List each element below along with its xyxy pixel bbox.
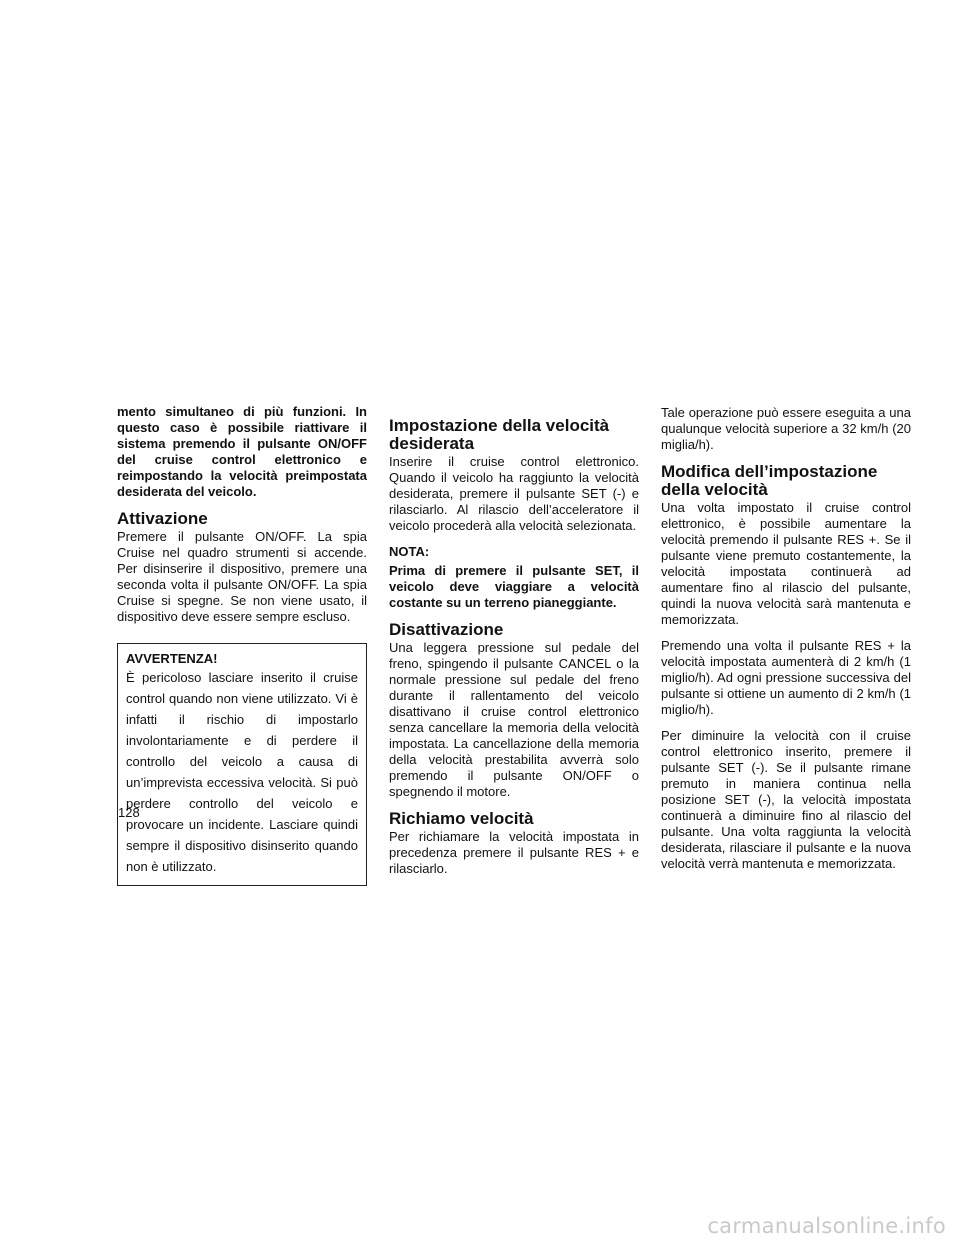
paragraph-modifica-1: Una volta impostato il cruise control elettronico, è possibile aumentare la velocità premendo il pulsante RES +. Se il pulsante viene premuto costantemente, la velocità impostata continuerà ad aumentare fino al rilascio del pulsante, quindi la nuova velocità sarà mantenuta e memorizzata. xyxy=(661,500,911,627)
heading-impostazione: Impostazione della velocità desiderata xyxy=(389,416,610,453)
paragraph-attivazione: Premere il pulsante ON/OFF. La spia Cruise nel quadro strumenti si accende. Per disinserire il dispositivo, premere una seconda volta il pulsante ON/OFF. La spia Cruise si spegne. Se non viene usato, il dispositivo deve essere sempre escluso. xyxy=(117,529,367,624)
column-middle xyxy=(389,417,639,887)
warning-title: AVVERTENZA! xyxy=(126,651,218,666)
note-label: NOTA: xyxy=(389,544,430,559)
intro-paragraph: mento simultaneo di più funzioni. In questo caso è possibile riattivare il sistema premendo il pulsante ON/OFF del cruise control elettronico e reimpostando la velocità preimpostata desiderata del veicolo. xyxy=(117,404,367,499)
paragraph-modifica-2: Premendo una volta il pulsante RES + la velocità impostata aumenterà di 2 km/h (1 miglio/h). Ad ogni pressione successiva del pulsante si ottiene un aumento di 2 km/h (1 miglio/h). xyxy=(661,638,911,717)
paragraph-richiamo: Per richiamare la velocità impostata in precedenza premere il pulsante RES + e rilasciarlo. xyxy=(389,829,639,876)
heading-disattivazione: Disattivazione xyxy=(389,620,504,639)
warning-box xyxy=(117,643,367,886)
column-left xyxy=(117,404,367,886)
heading-modifica: Modifica dell’impostazione della velocità xyxy=(661,462,878,499)
paragraph-tale: Tale operazione può essere eseguita a una qualunque velocità superiore a 32 km/h (20 miglia/h). xyxy=(661,405,911,452)
column-right xyxy=(661,405,911,882)
paragraph-modifica-3: Per diminuire la velocità con il cruise control elettronico inserito, premere il pulsante SET (-). Se il pulsante rimane premuto in maniera continua nella posizione SET (-), la velocità impostata continuerà a diminuire fino al rilascio del pulsante. Una volta raggiunta la velocità desiderata, rilasciare il pulsante e la nuova velocità verrà mantenuta e memorizzata. xyxy=(661,728,911,871)
page-number: 128 xyxy=(118,805,140,820)
note-text: Prima di premere il pulsante SET, il veicolo deve viaggiare a velocità costante su un terreno pianeggiante. xyxy=(389,563,639,610)
heading-attivazione: Attivazione xyxy=(117,509,208,528)
heading-richiamo: Richiamo velocità xyxy=(389,809,534,828)
watermark: carmanualsonline.info xyxy=(707,1214,946,1238)
paragraph-disattivazione: Una leggera pressione sul pedale del freno, spingendo il pulsante CANCEL o la normale pressione sul pedale del freno durante il rallentamento del veicolo disattivano il cruise control elettronico senza cancellare la memoria della velocità impostata. La cancellazione della memoria della velocità prestabilita avverrà solo premendo il pulsante ON/OFF o spegnendo il motore. xyxy=(389,640,639,799)
warning-text: È pericoloso lasciare inserito il cruise control quando non viene utilizzato. Vi è infatti il rischio di impostarlo involontariamente e di perdere il controllo del veicolo a causa di un’imprevista eccessiva velocità. Si può perdere controllo del veicolo e provocare un incidente. Lasciare quindi sempre il dispositivo disinserito quando non è utilizzato. xyxy=(126,670,358,874)
paragraph-impostazione: Inserire il cruise control elettronico. Quando il veicolo ha raggiunto la velocità desiderata, premere il pulsante SET (-) e rilasciarlo. Al rilascio dell’acceleratore il veicolo procederà alla velocità selezionata. xyxy=(389,454,639,533)
